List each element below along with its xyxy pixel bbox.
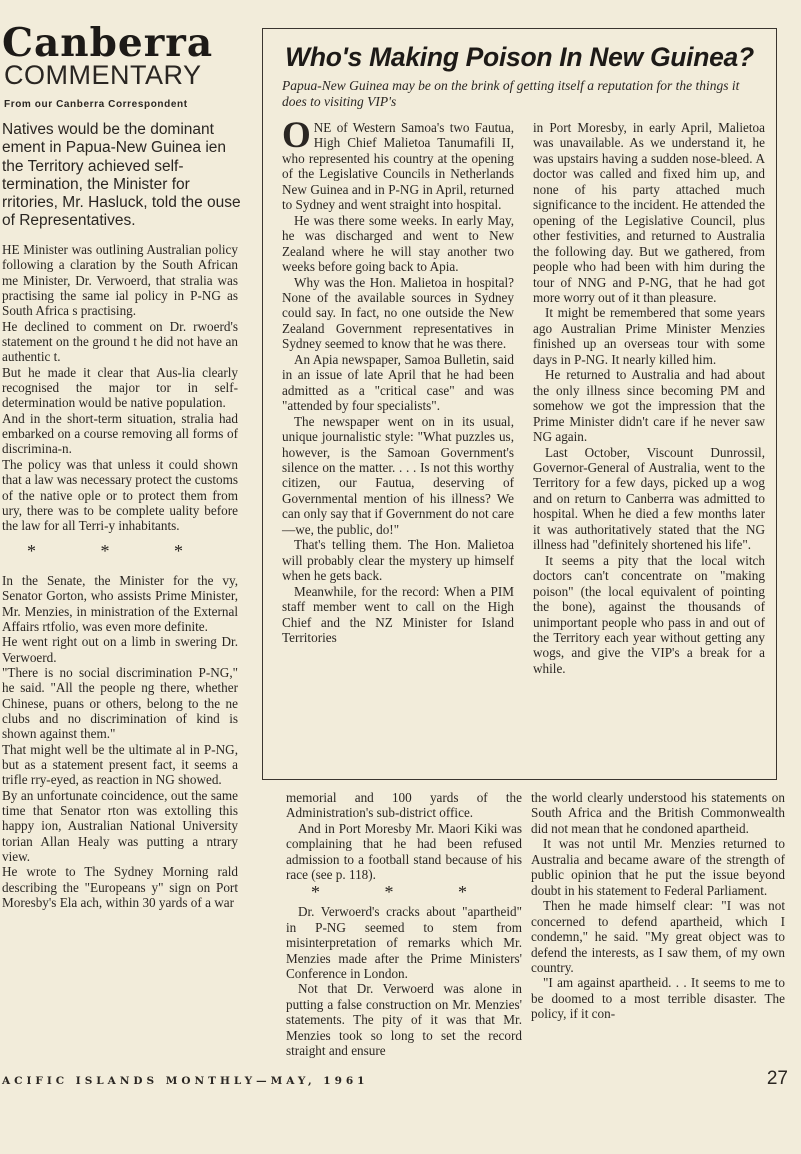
lower-column-2 (531, 790, 785, 1022)
paragraph: An Apia newspaper, Samoa Bulletin, said in an issue of late April that he had been admitted as a "critical case" and was "attended by four specialists". (282, 351, 514, 414)
paragraph: Why was the Hon. Malietoa in hospital? None of the available sources in Sydney could say. In fact, no one outside the New Zealand Government representatives in Sydney seemed to know that he was there. (282, 274, 514, 352)
masthead-title: Canberra (2, 20, 214, 66)
paragraph: "There is no social discrimination P-NG," he said. "All the people ng there, whether Chinese, puans or others, belong to the ne clubs and no discrimination of kind is shown against them." (2, 664, 238, 742)
paragraph: In the Senate, the Minister for the vy, Senator Gorton, who assists Prime Minister, Mr. Menzies, in ministration of the External Affairs rtfolio, was even more definite. (2, 572, 238, 634)
paragraph: It was not until Mr. Menzies returned to Australia and became aware of the strength of public opinion that he put the issue beyond doubt in his statement to Federal Parliament. (531, 836, 785, 898)
paragraph: Last October, Viscount Dunrossil, Governor-General of Australia, went to the Territory for a few days, picked up a wog and on return to Canberra was admitted to hospital. When he died a few months later it was authoritatively stated that the NG illness had "definitely shortened his life". (533, 444, 765, 553)
paragraph: He wrote to The Sydney Morning rald describing the "Europeans y" sign on Port Moresby's Ela ach, within 30 yards of a war (2, 864, 238, 911)
section-divider: * * * (27, 540, 213, 561)
paragraph: "I am against apartheid. . . It seems to me to be doomed to a most terrible disaster. The policy, if it con- (531, 975, 785, 1022)
paragraph: It seems a pity that the local witch doctors can't concentrate on "making poison" (the local equivalent of pointing the bone), against the thousands of unimportant people who pass in and out of the Territory each year without getting any wogs, and give the VIP's a break for a while. (533, 552, 765, 676)
paragraph: By an unfortunate coincidence, out the same time that Senator rton was extolling this happy ion, Australian National University torian Allan Healy was putting a ntrary view. (2, 787, 238, 865)
paragraph: And in the short-term situation, stralia had embarked on a course removing all forms of discrimina-n. (2, 410, 238, 457)
paragraph: Dr. Verwoerd's cracks about "apartheid" in P-NG seemed to stem from misinterpretation of remarks which Mr. Menzies made after the Prime Ministers' Conference in London. (286, 904, 522, 981)
paragraph: He declined to comment on Dr. rwoerd's statement on the ground t he did not have an authentic t. (2, 318, 238, 365)
paragraph: memorial and 100 yards of the Administration's sub-district office. (286, 790, 522, 821)
paragraph: the world clearly understood his statements on South Africa and the British Commonwealth did not mean that he condoned apartheid. (531, 790, 785, 836)
feature-deck: Papua-New Guinea may be on the brink of getting itself a reputation for the things it does to visiting VIP's (282, 78, 740, 109)
paragraph: The policy was that unless it could shown that a law was necessary protect the customs of the native ople or to protect them from ury, there was to be complete uality before the law for all Terri-y inhabitants. (2, 456, 238, 534)
paragraph: That's telling them. The Hon. Malietoa will probably clear the mystery up himself when he gets back. (282, 537, 514, 584)
paragraph: Meanwhile, for the record: When a PIM staff member went to call on the High Chief and the NZ Minister for Island Territories (282, 583, 514, 645)
paragraph-text: NE of Western Samoa's two Fautua, High Chief Malietoa Tanumafili II, who represented his country at the opening of the Legislative Councils in Netherlands New Guinea and in P-NG in April, returned to Sydney and went straight into hospital. (282, 120, 514, 213)
paragraph: He was there some weeks. In early May, he was discharged and went to New Zealand where he will stay another two weeks before going back to Apia. (282, 212, 514, 275)
paragraph: But he made it clear that Aus-lia clearly recognised the major tor in self-determination would be native population. (2, 364, 238, 411)
paragraph: It might be remembered that some years ago Australian Prime Minister Menzies finished up an overseas tour with some days in P-NG. It nearly killed him. (533, 305, 765, 367)
paragraph: He returned to Australia and had about the only illness since becoming PM and somehow we got the impression that the Prime Minister didn't care if he never saw NG again. (533, 367, 765, 445)
paragraph: He went right out on a limb in swering Dr. Verwoerd. (2, 634, 238, 665)
paragraph (282, 115, 514, 213)
left-column (2, 242, 238, 910)
paragraph: The newspaper went on in its usual, unique journalistic style: "What puzzles us, however, is the Samoan Government's silence on the matter. . . . Is not this worthy citizen, our Fautua, deserving of Governmental mention of his illness? We can only say that if Government do not care—we, the public, do!" (282, 413, 514, 537)
lower-column-1 (286, 790, 522, 1059)
feature-headline: Who's Making Poison In New Guinea? (285, 42, 754, 72)
paragraph: And in Port Moresby Mr. Maori Kiki was complaining that he had been refused admission to a football stand because of his race (see p. 118). (286, 820, 522, 883)
section-divider: * * * (311, 881, 497, 902)
masthead-subtitle: COMMENTARY (4, 60, 202, 90)
paragraph: Then he made himself clear: "I was not concerned to defend apartheid, which I condemn," he said. "My great object was to defend the interests, as I saw them, of my own country. (531, 898, 785, 975)
paragraph: in Port Moresby, in early April, Malietoa was unavailable. As we understand it, he was upstairs having a sudden nose-bleed. A doctor was called and fixed him up, and none of his party attached much significance to the incident. He attended the opening of the Legislative Council, plus other festivities, and returned to Australia the following day. But we gathered, from people who had been with him during the tour of NNG and P-NG, that he had got more worry out of it than pleasure. (533, 120, 765, 305)
drop-cap: O (282, 115, 311, 156)
feature-column-2 (533, 120, 765, 676)
paragraph: That might well be the ultimate al in P-NG, but as a statement present fact, it seems a trifle rry-eyed, as reaction in NG showed. (2, 741, 238, 788)
paragraph: Not that Dr. Verwoerd was alone in putting a false construction on Mr. Menzies' statements. The pity of it was that Mr. Menzies took so long to set the record straight and ensure (286, 981, 522, 1059)
page-number: 27 (766, 1068, 788, 1089)
paragraph: HE Minister was outlining Australian policy following a claration by the South African me Minister, Dr. Verwoerd, that stralia was practising the same ial policy in P-NG as South Africa s practising. (2, 242, 238, 319)
feature-column-1 (282, 115, 514, 645)
footer-publication-line: ACIFIC ISLANDS MONTHLY—MAY, 1961 (2, 1075, 369, 1087)
lead-paragraph: Natives would be the dominant ement in Papua-New Guinea ien the Territory achieved self-termination, the Minister for rritories, Mr. Hasluck, told the ouse of Representatives. (2, 121, 241, 230)
byline: From our Canberra Correspondent (4, 99, 188, 110)
